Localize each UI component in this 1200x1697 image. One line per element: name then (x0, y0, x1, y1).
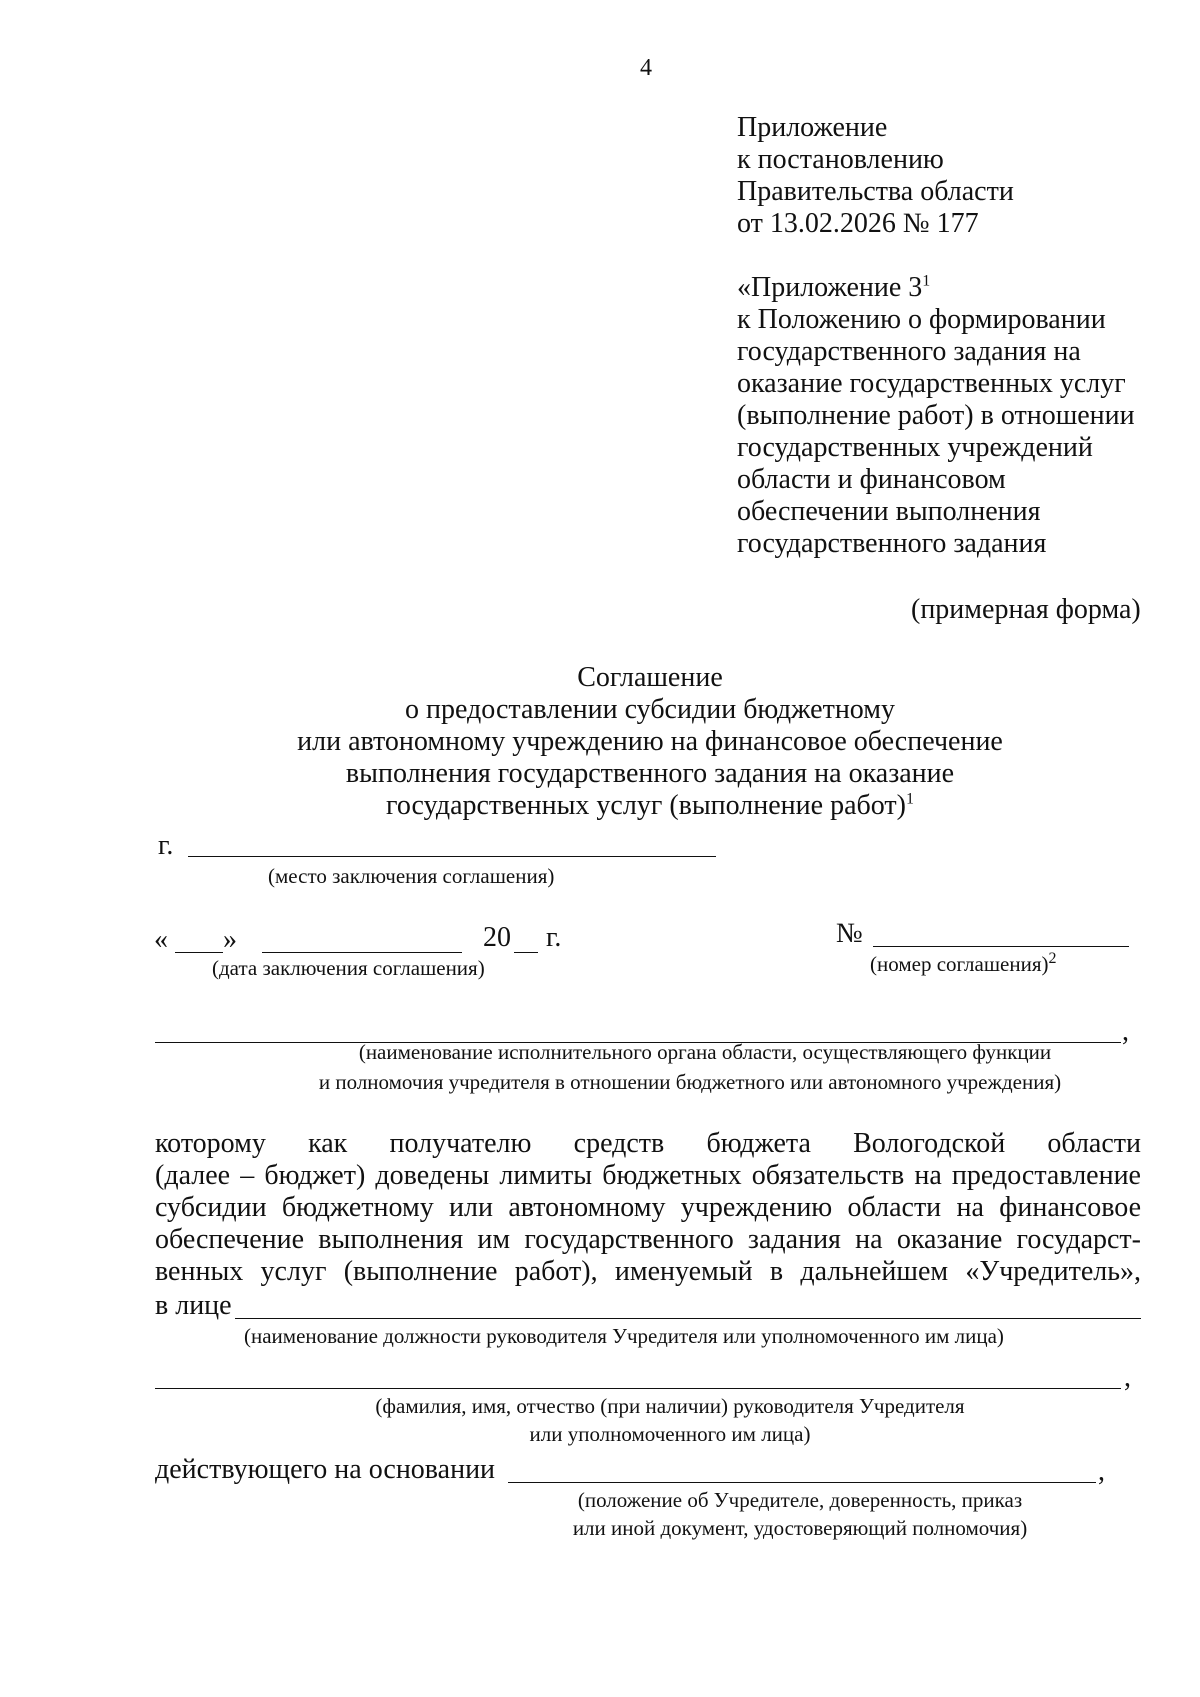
in-person-prefix: в лице (155, 1290, 232, 1321)
place-caption: (место заключения соглашения) (268, 864, 555, 888)
agreement-title-line: Соглашение (577, 662, 723, 693)
agreement-title-line: выполнения государственного задания на оказание (345, 758, 955, 789)
agreement-title-line: о предоставлении субсидии бюджетному (405, 694, 895, 725)
appendix-3-line: к Положению о формировании (737, 304, 1106, 335)
date-close-quote: » (223, 924, 237, 955)
appendix-header-line: к постановлению (737, 144, 944, 175)
appendix-3-line: обеспечении выполнения (737, 496, 1041, 527)
org-caption-line: (наименование исполнительного органа области, осуществляющего функции (358, 1040, 1052, 1064)
appendix-3-line: государственного задания (737, 528, 1047, 559)
date-year-line (514, 952, 538, 953)
org-comma: , (1122, 1016, 1129, 1047)
fio-blank-line (155, 1388, 1121, 1389)
body-paragraph (155, 1128, 1141, 1288)
page-number: 4 (640, 55, 652, 81)
form-note: (примерная форма) (911, 594, 1141, 625)
date-open-quote: « (154, 924, 168, 955)
basis-comma: , (1098, 1456, 1105, 1487)
basis-caption-line: или иной документ, удостоверяющий полномочия) (572, 1516, 1028, 1540)
fio-caption-line: (фамилия, имя, отчество (при наличии) руководителя Учредителя (375, 1394, 965, 1418)
appendix-header (737, 112, 1014, 240)
number-prefix: № (836, 918, 863, 949)
place-blank-line (188, 856, 716, 857)
in-person-caption: (наименование должности руководителя Учредителя или уполномоченного им лица) (244, 1324, 1004, 1348)
date-year-suffix: г. (546, 922, 562, 953)
appendix-3-line: оказание государственных услуг (737, 368, 1126, 399)
appendix-3-line: области и финансовом (737, 464, 1006, 495)
fio-caption-line: или уполномоченного им лица) (529, 1422, 811, 1446)
agreement-title-line: государственных услуг (выполнение работ)$^1$ (386, 790, 914, 821)
basis-blank-line (508, 1482, 1096, 1483)
agreement-title-sup: 1 (905, 790, 914, 808)
appendix-3-line: государственных учреждений (737, 432, 1093, 463)
appendix-3-line: государственного задания на (737, 336, 1081, 367)
agreement-title (200, 662, 1100, 822)
basis-caption-line: (положение об Учредителе, доверенность, приказ (577, 1488, 1023, 1512)
org-caption-line: и полномочия учредителя в отношении бюджетного или автономного учреждения) (318, 1070, 1062, 1094)
appendix-3-title-sup: 1 (922, 272, 931, 290)
fio-caption (300, 1394, 1040, 1446)
appendix-3-block (737, 272, 1135, 560)
appendix-3-line: (выполнение работ) в отношении (737, 400, 1135, 431)
number-caption: (номер соглашения)$^2$ (870, 950, 1057, 976)
place-prefix: г. (158, 830, 174, 861)
appendix-header-line: Правительства области (737, 176, 1014, 207)
date-year-prefix: 20 (483, 922, 511, 953)
number-blank-line (873, 946, 1129, 947)
basis-caption (520, 1488, 1080, 1540)
body-paragraph-line: которому как получателю средств бюджета Вологодской области (155, 1128, 1141, 1159)
appendix-header-line: Приложение (737, 112, 888, 143)
body-paragraph-line: (далее – бюджет) доведены лимиты бюджетных обязательств на предоставление (155, 1160, 1141, 1191)
date-day-line (175, 952, 223, 953)
org-caption (240, 1040, 1140, 1094)
date-caption: (дата заключения соглашения) (212, 956, 485, 980)
number-caption-sup: 2 (1048, 950, 1057, 967)
appendix-3-title: «Приложение $3^1$ (737, 272, 931, 303)
body-paragraph-line: обеспечение выполнения им государственного задания на оказание государст- (155, 1224, 1141, 1255)
in-person-blank-line (235, 1318, 1141, 1319)
body-paragraph-line: субсидии бюджетному или автономному учреждению области на финансовое (155, 1192, 1141, 1223)
basis-prefix: действующего на основании (155, 1454, 496, 1485)
fio-comma: , (1124, 1362, 1131, 1393)
body-paragraph-line: венных услуг (выполнение работ), именуемый в дальнейшем «Учредитель», (155, 1256, 1141, 1287)
agreement-title-line: или автономному учреждению на финансовое обеспечение (297, 726, 1003, 757)
date-month-line (262, 952, 462, 953)
appendix-header-line: от 13.02.2026 № 177 (737, 208, 979, 239)
